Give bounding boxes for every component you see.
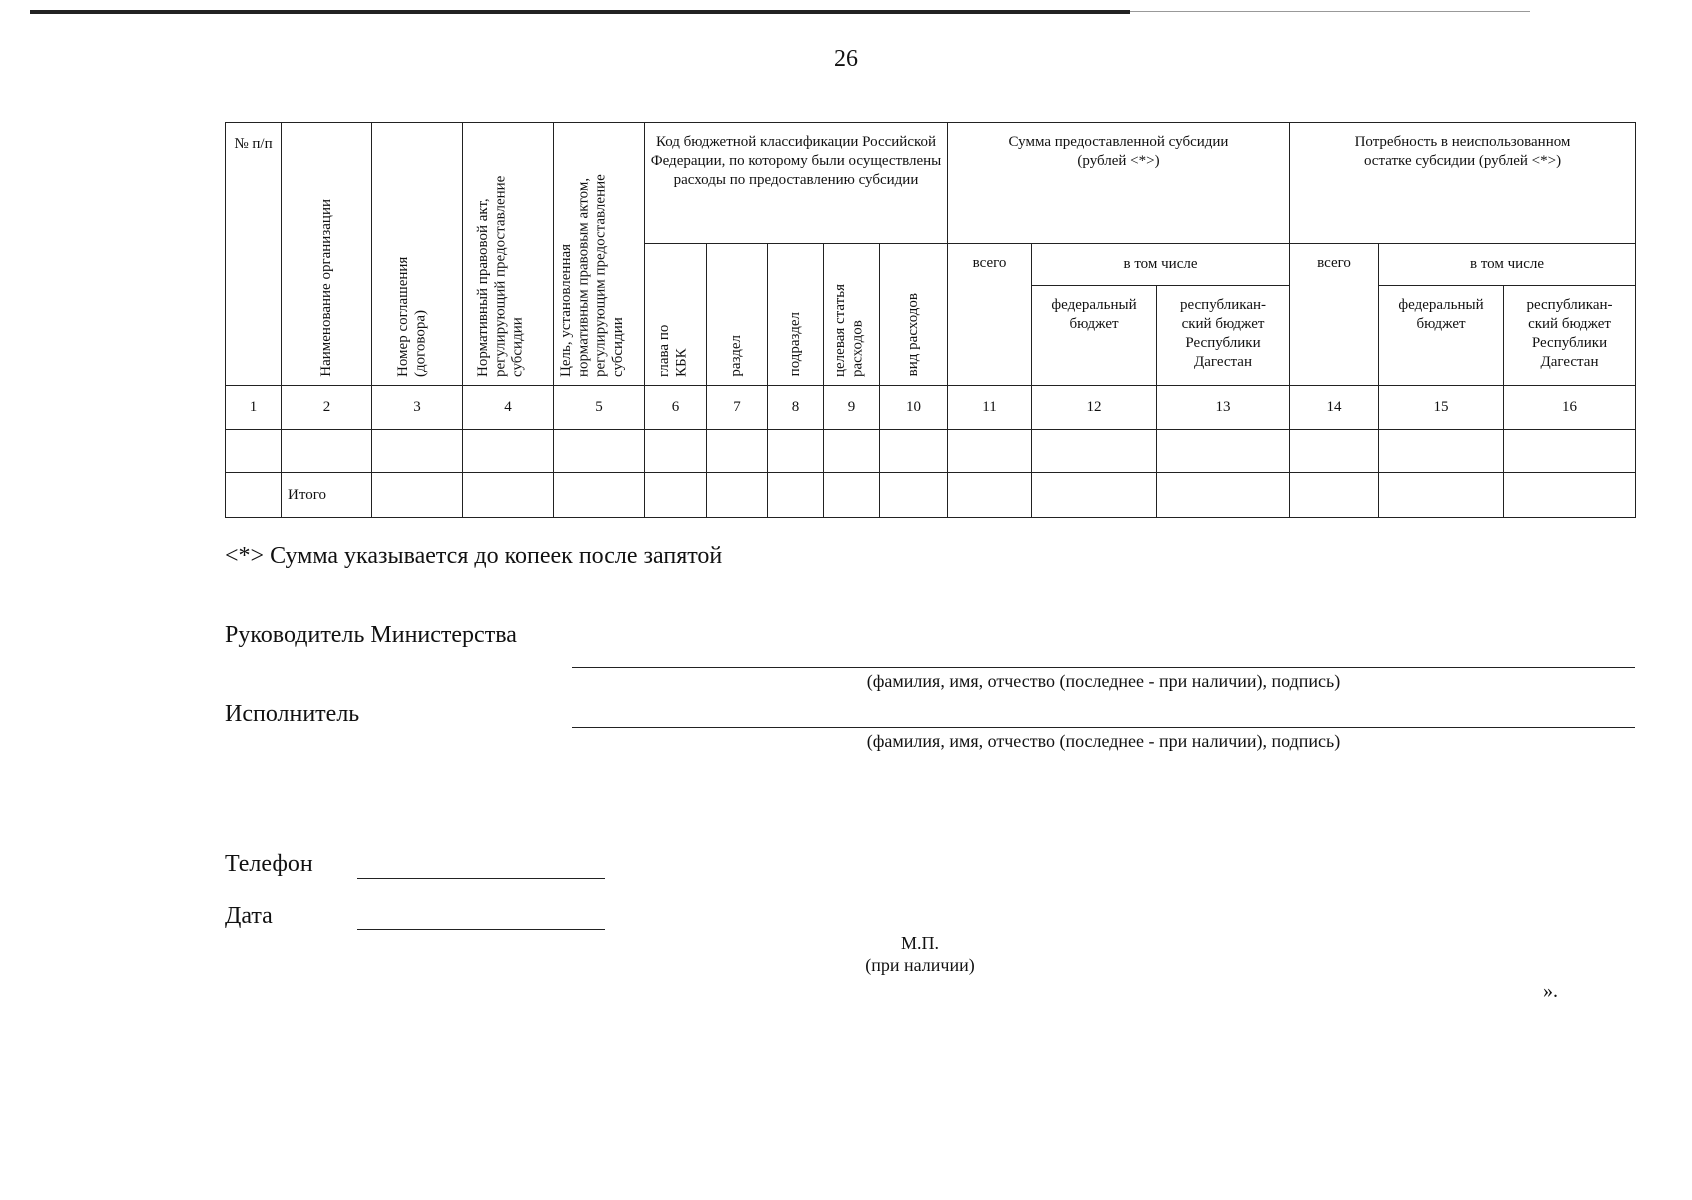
stamp-place: М.П.	[900, 933, 939, 953]
col-number: 7	[707, 386, 768, 430]
table-cell	[824, 473, 880, 518]
head-of-ministry-label: Руководитель Министерства	[225, 622, 517, 648]
table-cell	[768, 430, 824, 473]
col-number: 12	[1032, 386, 1157, 430]
header-org: Наименование организации	[282, 123, 372, 386]
col-number: 10	[880, 386, 948, 430]
table-cell	[768, 473, 824, 518]
table-cell	[948, 430, 1032, 473]
table-cell	[880, 473, 948, 518]
header-need-republic: республикан-ский бюджет Республики Дагестан	[1504, 286, 1636, 386]
table-cell	[463, 473, 554, 518]
header-kbk-section: раздел	[707, 244, 768, 386]
table-cell	[1290, 430, 1379, 473]
subsidy-report-table	[225, 122, 1636, 518]
phone-label: Телефон	[225, 851, 313, 877]
col-number: 9	[824, 386, 880, 430]
table-cell	[1379, 473, 1504, 518]
scan-edge-mark-faint	[1130, 11, 1530, 12]
head-signature-line[interactable]	[572, 667, 1635, 668]
date-input-line[interactable]	[357, 929, 605, 930]
table-cell	[372, 473, 463, 518]
table-cell	[645, 473, 707, 518]
executor-signature-line[interactable]	[572, 727, 1635, 728]
table-cell	[1032, 430, 1157, 473]
header-need-federal: федеральный бюджет	[1379, 286, 1504, 386]
table-cell	[372, 430, 463, 473]
header-sum-republic: республикан-ский бюджет Республики Дагестан	[1157, 286, 1290, 386]
header-act: Нормативный правовой акт, регулирующий предоставление субсидии	[463, 123, 554, 386]
footnote: <*> Сумма указывается до копеек после запятой	[225, 543, 723, 569]
col-number: 4	[463, 386, 554, 430]
table-cell	[282, 430, 372, 473]
header-agreement: Номер соглашения (договора)	[372, 123, 463, 386]
date-label: Дата	[225, 903, 273, 929]
table-cell	[226, 473, 282, 518]
table-row-empty	[226, 430, 1636, 473]
header-need-including: в том числе	[1379, 244, 1636, 286]
page-number: 26	[834, 46, 858, 72]
table-cell	[1379, 430, 1504, 473]
col-number: 3	[372, 386, 463, 430]
column-number-row	[226, 386, 1636, 430]
table-cell	[1157, 430, 1290, 473]
executor-label: Исполнитель	[225, 701, 360, 727]
phone-input-line[interactable]	[357, 878, 605, 879]
total-label: Итого	[282, 473, 372, 518]
closing-quote: ».	[1543, 980, 1558, 1002]
header-kbk-group: Код бюджетной классификации Российской Федерации, по которому были осуществлены расходы по предоставлению субсидии	[645, 123, 948, 244]
table-cell	[1290, 473, 1379, 518]
header-need-total: всего	[1290, 244, 1379, 386]
col-number: 6	[645, 386, 707, 430]
scan-edge-mark	[30, 10, 1130, 14]
col-number: 1	[226, 386, 282, 430]
stamp-note: (при наличии)	[865, 955, 975, 975]
header-sum-total: всего	[948, 244, 1032, 386]
table-cell	[707, 473, 768, 518]
col-number: 2	[282, 386, 372, 430]
col-number: 5	[554, 386, 645, 430]
table-cell	[1032, 473, 1157, 518]
table-cell	[1504, 473, 1636, 518]
col-number: 15	[1379, 386, 1504, 430]
table-cell	[948, 473, 1032, 518]
table-cell	[554, 430, 645, 473]
header-goal: Цель, установленная нормативным правовым актом, регулирующим предоставление субсидии	[554, 123, 645, 386]
header-kbk-article: целевая статья расходов	[824, 244, 880, 386]
table-cell	[824, 430, 880, 473]
table-cell	[1157, 473, 1290, 518]
col-number: 14	[1290, 386, 1379, 430]
table-cell	[645, 430, 707, 473]
col-number: 13	[1157, 386, 1290, 430]
executor-signature-caption: (фамилия, имя, отчество (последнее - при наличии), подпись)	[866, 731, 1341, 751]
col-number: 11	[948, 386, 1032, 430]
header-kbk-type: вид расходов	[880, 244, 948, 386]
table-row-total	[226, 473, 1636, 518]
header-sum-including: в том числе	[1032, 244, 1290, 286]
table-cell	[880, 430, 948, 473]
header-kbk-subsection: подраздел	[768, 244, 824, 386]
table-cell	[1504, 430, 1636, 473]
header-num: № п/п	[226, 123, 282, 386]
header-sum-federal: федеральный бюджет	[1032, 286, 1157, 386]
col-number: 8	[768, 386, 824, 430]
table-cell	[226, 430, 282, 473]
table-cell	[463, 430, 554, 473]
header-kbk-chapter: глава по КБК	[645, 244, 707, 386]
header-need-group: Потребность в неиспользованном остатке субсидии (рублей <*>)	[1290, 123, 1636, 244]
table-cell	[707, 430, 768, 473]
col-number: 16	[1504, 386, 1636, 430]
header-sum-group: Сумма предоставленной субсидии (рублей <*>)	[948, 123, 1290, 244]
table-cell	[554, 473, 645, 518]
head-signature-caption: (фамилия, имя, отчество (последнее - при наличии), подпись)	[866, 671, 1341, 691]
